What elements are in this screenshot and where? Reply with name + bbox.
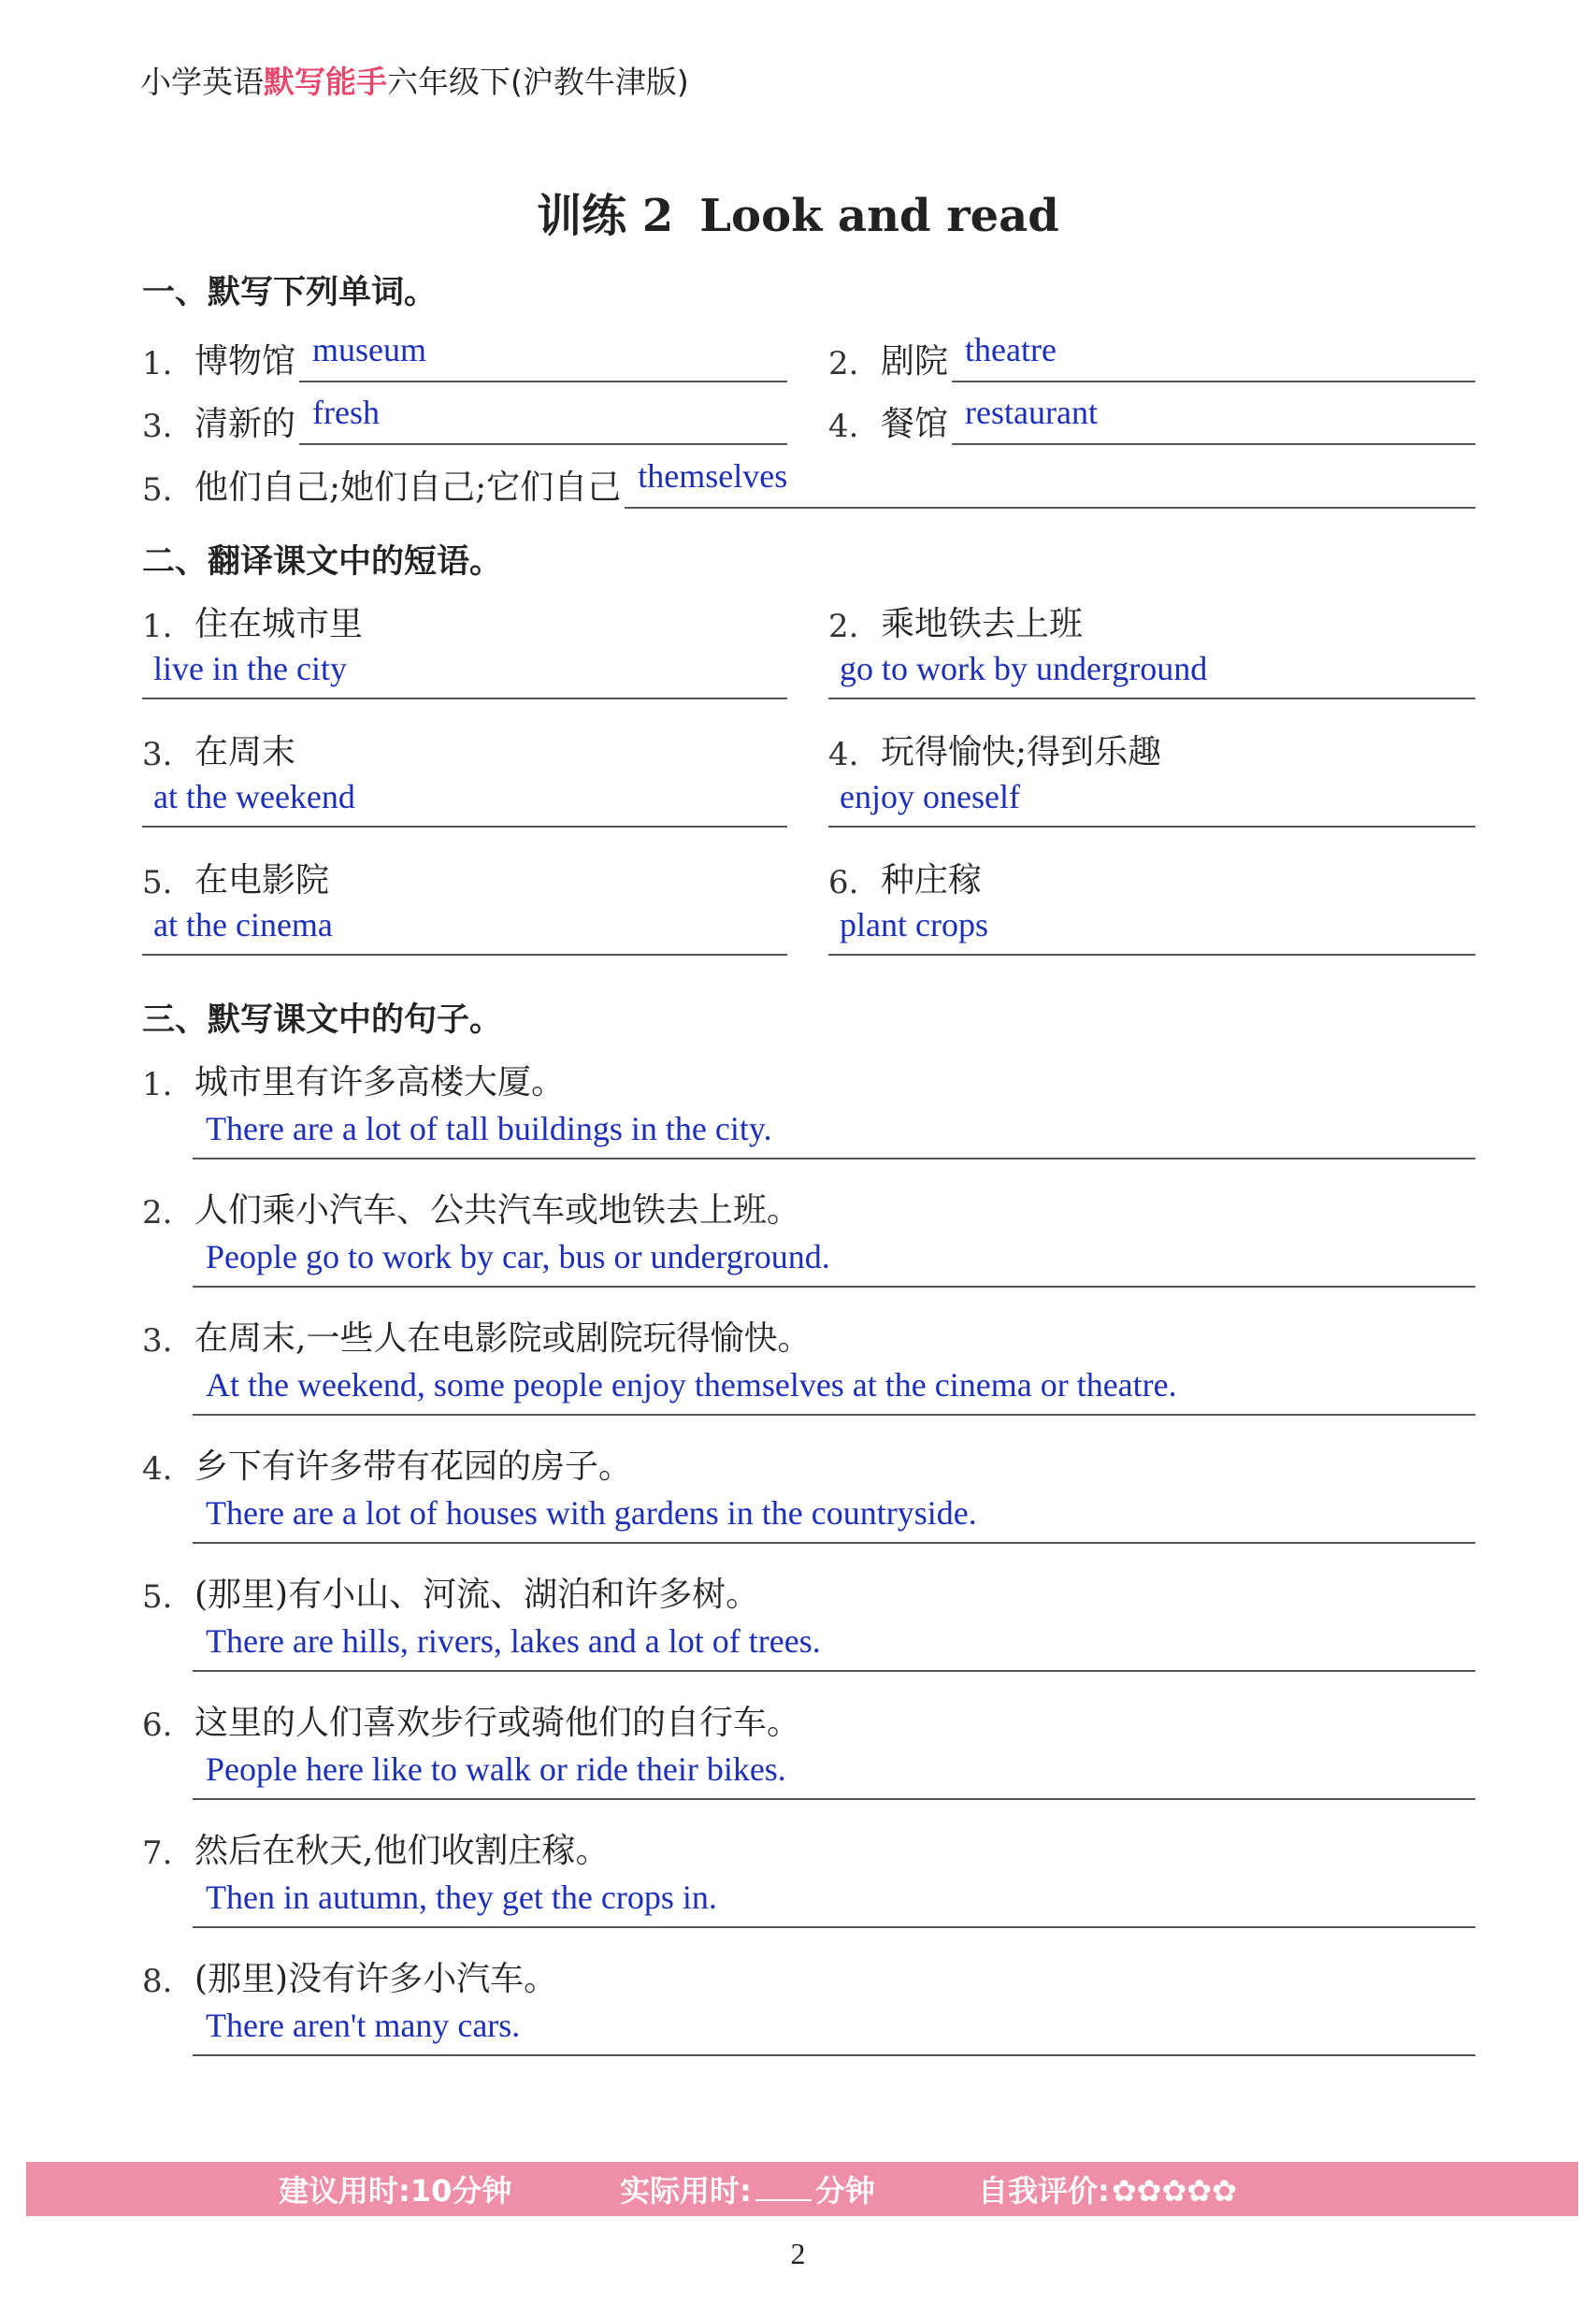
item-chinese: 玩得愉快;得到乐趣 [881,733,1162,771]
answer-line [142,773,787,828]
item-number: 5. [142,471,173,509]
header-brand: 默写能手 [264,64,387,100]
item-number: 8. [142,1963,173,2000]
item-number: 6. [828,864,859,901]
answer-line [193,1744,1475,1800]
item-number: 1. [142,1066,173,1103]
answer-text: People here like to walk or ride their bikes. [206,1750,786,1788]
answer-text: Then in autumn, they get the crops in. [206,1879,717,1916]
self-evaluation [978,2167,1237,2210]
answer-text: restaurant [965,394,1098,431]
phrase-item-3 [142,725,787,828]
answer-line [299,330,787,382]
page-title [0,180,1596,244]
sentence-item-4 [142,1439,1475,1544]
answer-text: at the cinema [153,906,333,943]
item-number: 4. [828,408,859,445]
item-number: 2. [828,345,859,382]
actual-time-unit: 分钟 [814,2173,875,2209]
answer-text: People go to work by car, bus or underground. [206,1238,830,1275]
item-chinese: 乘地铁去上班 [881,605,1084,643]
answer-text: go to work by underground [840,650,1208,687]
header-prefix: 小学英语 [140,64,264,100]
answer-text: live in the city [153,650,347,687]
answer-line [952,393,1475,445]
answer-line [193,1231,1475,1288]
answer-line [193,1488,1475,1544]
answer-line [193,1616,1475,1672]
item-chinese: 人们乘小汽车、公共汽车或地铁去上班。 [194,1191,801,1230]
item-number: 2. [142,1194,173,1231]
item-number: 6. [142,1706,173,1744]
answer-text: museum [312,331,427,368]
item-number: 4. [828,736,859,773]
answer-line [299,393,787,445]
title-topic: Look and read [699,190,1059,242]
item-number: 1. [142,345,173,382]
phrase-item-5 [142,853,787,956]
self-evaluation-label: 自我评价: [978,2173,1110,2209]
header-suffix: 六年级下(沪教牛津版) [387,64,689,100]
footer-bar [26,2162,1578,2216]
answer-line [828,645,1475,699]
sentence-item-5 [142,1567,1475,1672]
answer-line [193,2000,1475,2056]
item-chinese: 他们自己;她们自己;它们自己 [194,468,622,507]
answer-line [828,773,1475,828]
item-chinese: 清新的 [194,405,296,443]
actual-time [620,2167,875,2210]
item-number: 5. [142,1578,173,1616]
sentence-item-6 [142,1695,1475,1800]
item-number: 3. [142,736,173,773]
answer-line [193,1360,1475,1416]
item-chinese: 剧院 [881,342,949,381]
item-number: 3. [142,408,173,445]
answer-text: fresh [312,394,380,431]
section1-heading: 一、默写下列单词。 [142,274,438,311]
sentence-item-1 [142,1055,1475,1159]
actual-time-label: 实际用时: [620,2173,752,2209]
title-lesson: 训练 2 [537,190,674,242]
word-item-2 [828,332,1475,382]
answer-text: There are hills, rivers, lakes and a lot of trees. [206,1622,821,1660]
sentence-item-3 [142,1311,1475,1416]
item-chinese: (那里)没有许多小汽车。 [194,1960,558,1998]
item-chinese: (那里)有小山、河流、湖泊和许多树。 [194,1576,760,1614]
item-number: 5. [142,864,173,901]
answer-text: themselves [638,457,788,495]
flower-rating-icon: ✿✿✿✿✿ [1111,2173,1237,2209]
item-number: 7. [142,1835,173,1872]
item-chinese: 乡下有许多带有花园的房子。 [194,1447,633,1486]
answer-line [142,901,787,956]
item-chinese: 住在城市里 [194,605,364,643]
item-chinese: 种庄稼 [881,861,983,900]
item-number: 1. [142,608,173,645]
word-item-3 [142,395,787,445]
phrase-item-2 [828,597,1475,699]
section2-heading: 二、翻译课文中的短语。 [142,543,503,581]
answer-line [828,901,1475,956]
answer-line [193,1872,1475,1928]
item-chinese: 这里的人们喜欢步行或骑他们的自行车。 [194,1704,801,1742]
answer-line [193,1103,1475,1159]
sentence-item-8 [142,1951,1475,2056]
item-chinese: 城市里有许多高楼大厦。 [194,1063,566,1102]
answer-text: There are a lot of tall buildings in the city. [206,1110,772,1147]
phrase-item-6 [828,853,1475,956]
item-chinese: 博物馆 [194,342,296,381]
answer-text: theatre [965,331,1057,368]
sentence-item-7 [142,1823,1475,1928]
item-chinese: 餐馆 [881,405,949,443]
word-item-4 [828,395,1475,445]
item-chinese: 然后在秋天,他们收割庄稼。 [194,1832,610,1870]
suggested-time: 建议用时:10分钟 [279,2173,512,2209]
answer-text: enjoy oneself [840,778,1020,815]
answer-text: plant crops [840,906,988,943]
phrase-item-4 [828,725,1475,828]
book-header [140,58,689,102]
item-number: 2. [828,608,859,645]
page-number: 2 [790,2237,806,2270]
answer-text: At the weekend, some people enjoy themselves at the cinema or theatre. [206,1366,1177,1404]
item-chinese: 在周末,一些人在电影院或剧院玩得愉快。 [194,1319,812,1358]
item-number: 4. [142,1450,173,1488]
actual-time-blank [755,2199,812,2201]
sentence-item-2 [142,1183,1475,1288]
section3-heading: 三、默写课文中的句子。 [142,1001,503,1039]
item-chinese: 在周末 [194,733,296,771]
answer-text: There are a lot of houses with gardens in the countryside. [206,1494,977,1532]
answer-line [625,456,1475,509]
word-item-5 [142,458,1475,509]
phrase-item-1 [142,597,787,699]
answer-line [952,330,1475,382]
item-chinese: 在电影院 [194,861,330,900]
item-number: 3. [142,1322,173,1360]
word-item-1 [142,332,787,382]
answer-text: at the weekend [153,778,355,815]
answer-line [142,645,787,699]
answer-text: There aren't many cars. [206,2007,521,2044]
